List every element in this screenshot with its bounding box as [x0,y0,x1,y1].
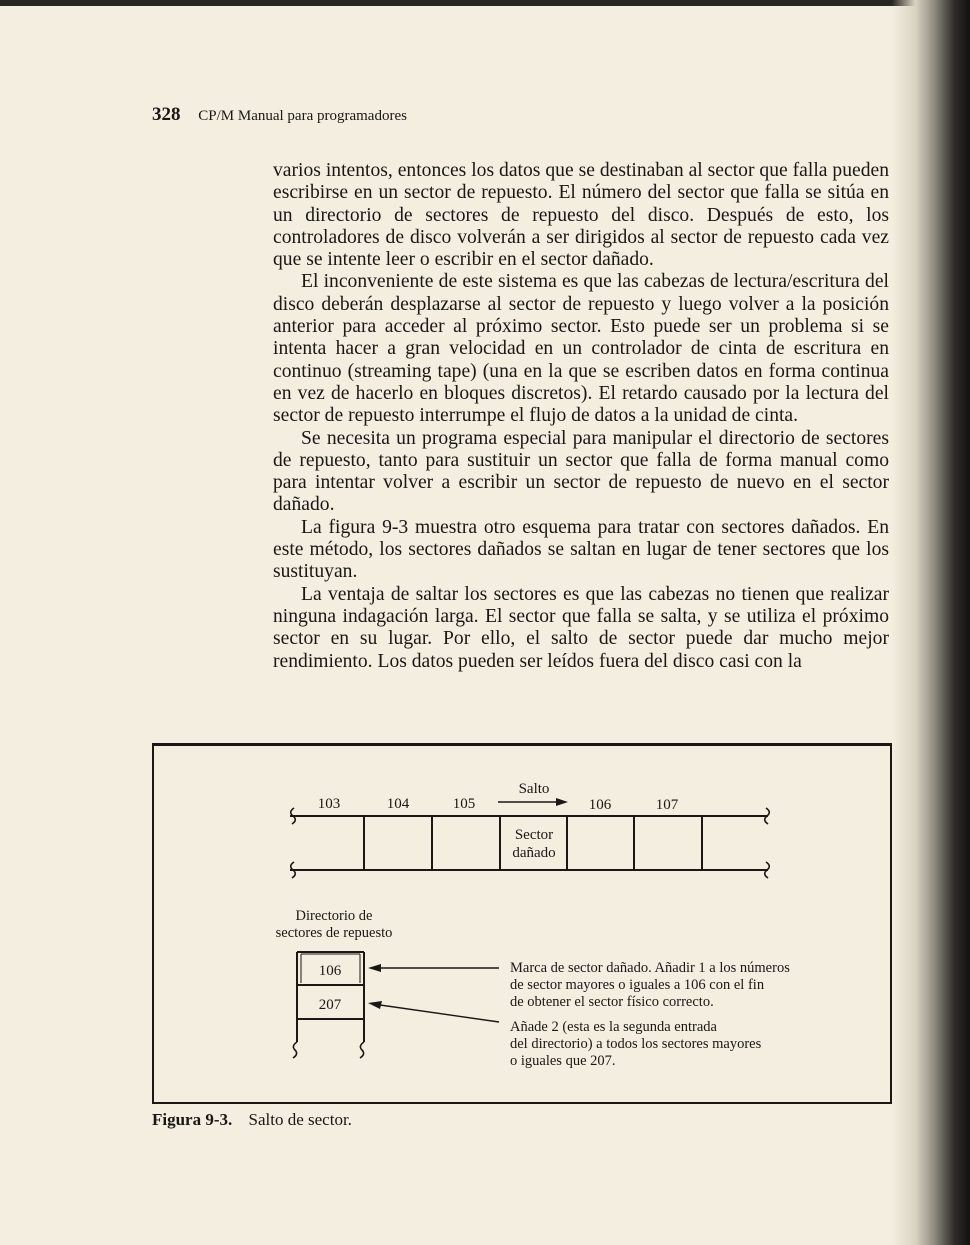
sector-label: 104 [386,796,410,812]
caption-text: Salto de sector. [248,1110,352,1129]
paragraph-4: La figura 9-3 muestra otro esquema para tratar con sectores dañados. En este método, los sectores dañados se saltan en lugar de tener sectores que los sustituyan. [273,516,889,583]
directory-title-line2: sectores de repuesto [275,925,393,941]
break-mark-directory-left [293,1042,297,1058]
bad-sector-label-line2: dañado [512,845,556,861]
skip-label: Salto [518,781,550,797]
running-title: CP/M Manual para programadores [198,108,407,124]
directory-entry: 207 [318,997,342,1013]
skip-arrow-head-icon [556,798,568,806]
sector-label: 106 [588,797,612,813]
directory-title-line1: Directorio de [295,908,373,924]
figure-9-3 [152,743,892,1104]
page-header [152,104,407,126]
note2-line3: o iguales que 207. [510,1053,616,1069]
note1-arrow-head-icon [368,964,381,972]
break-mark-directory-right [360,1042,364,1058]
paragraph-3: Se necesita un programa especial para manipular el directorio de sectores de repuesto, tanto para sustituir un sector que falla de forma manual como para intentar volver a escribir un sector de repuesto de nuevo en el sector dañado. [273,427,889,516]
paragraph-1: varios intentos, entonces los datos que se destinaban al sector que falla pueden escribirse en un sector de repuesto. El número del sector que falla se sitúa en un directorio de sectores de repuesto del disco. Después de esto, los controladores de disco volverán a ser dirigidos al sector de repuesto cada vez que se intente leer o escribir en el sector dañado. [273,160,889,271]
page-number: 328 [152,104,181,125]
note1-line2: de sector mayores o iguales a 106 con el fin [510,977,765,993]
directory-entry: 106 [318,963,342,979]
note1-line3: de obtener el sector físico correcto. [510,994,714,1010]
sector-label: 107 [655,797,679,813]
sector-skip-diagram [154,746,890,1102]
body-text [273,160,889,673]
caption-label: Figura 9-3. [152,1110,233,1129]
note2-arrow-head-icon [368,1001,382,1009]
note1-line1: Marca de sector dañado. Añadir 1 a los números [510,960,790,976]
paragraph-5: La ventaja de saltar los sectores es que las cabezas no tienen que realizar ninguna indagación larga. El sector que falla se salta, y se utiliza el próximo sector en su lugar. Por ello, el salto de sector puede dar mucho mejor rendimiento. Los datos pueden ser leídos fuera del disco casi con la [273,583,889,672]
sector-label: 103 [317,796,341,812]
note2-line2: del directorio) a todos los sectores mayores [510,1036,762,1052]
note2-line1: Añade 2 (esta es la segunda entrada [510,1019,717,1035]
bad-sector-label-line1: Sector [514,827,554,843]
figure-caption [152,1110,352,1130]
sector-label: 105 [452,796,476,812]
book-spine-shadow [892,0,970,1245]
paragraph-2: El inconveniente de este sistema es que las cabezas de lectura/escritura del disco deberán desplazarse al sector de repuesto y luego volver a la posición anterior para acceder al próximo sector. Esto puede ser un problema si se intenta hacer a gran velocidad en un controlador de cinta de escritura en continuo (streaming tape) (una en la que se escriben datos en forma continua en vez de hacerlo en bloques discretos). El retardo causado por la lectura del sector de repuesto interrumpe el flujo de datos a la unidad de cinta. [273,271,889,427]
page-top-edge [0,0,970,6]
note2-arrow-line [380,1005,499,1022]
